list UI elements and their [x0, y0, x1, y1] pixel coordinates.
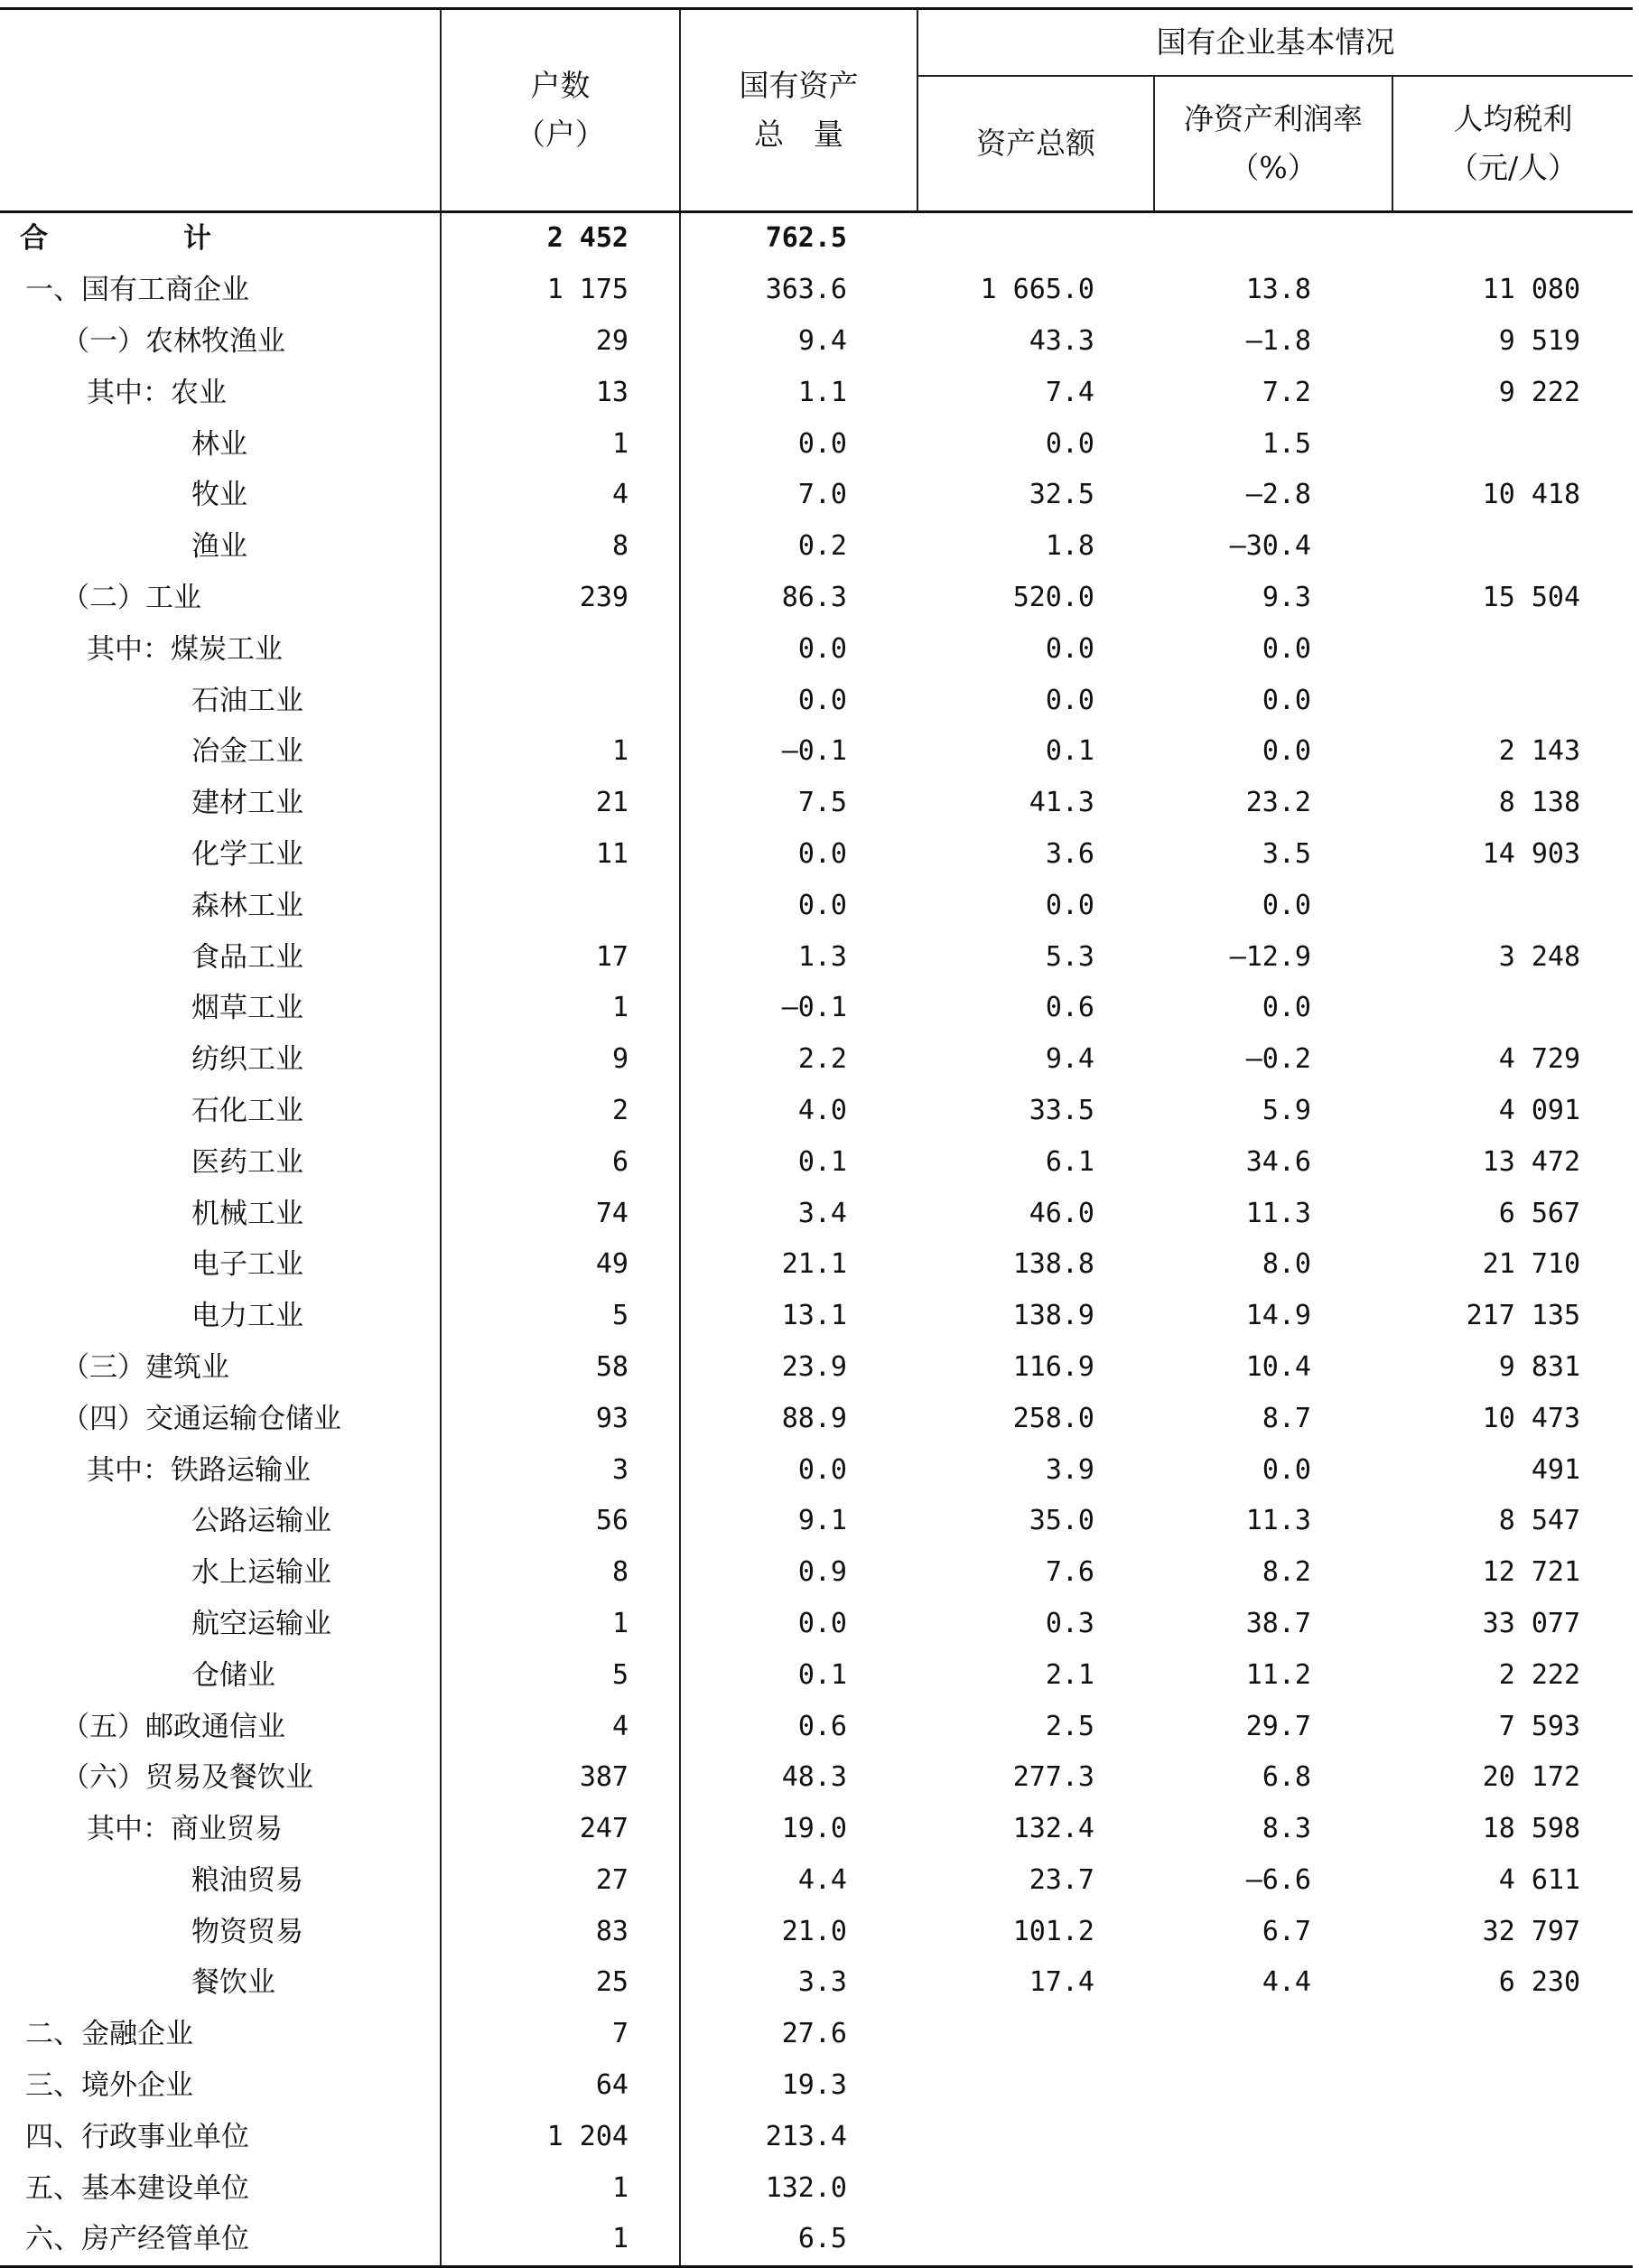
row-profit-rate: 0.0 [1262, 1453, 1311, 1486]
row-state-assets: 86.3 [680, 573, 917, 624]
table-body [0, 212, 1633, 2267]
row-total-assets: 23.7 [1029, 1863, 1094, 1896]
header-state-assets-line1: 国有资产 [739, 68, 859, 103]
row-label: 冶金工业 [191, 735, 303, 769]
row-households: 93 [441, 1393, 680, 1444]
row-tax-profit: 2 143 [1498, 735, 1581, 768]
row-tax-profit: 8 138 [1498, 787, 1581, 819]
row-total-assets: 1 665.0 [980, 274, 1094, 306]
row-households [441, 880, 680, 931]
row-state-assets: 88.9 [680, 1393, 917, 1444]
row-profit-rate: 11.2 [1245, 1658, 1311, 1691]
row-households: 21 [441, 778, 680, 829]
row-total-assets [917, 2214, 1154, 2266]
row-tax-profit: 11 080 [1482, 274, 1581, 306]
row-profit-rate: 8.3 [1262, 1813, 1311, 1845]
row-label: 林业 [191, 427, 247, 461]
row-households: 29 [441, 316, 680, 368]
row-total-assets: 2.5 [1045, 1710, 1094, 1742]
row-label: （二）工业 [61, 581, 201, 614]
row-tax-profit [1392, 880, 1633, 931]
row-label: （一）农林牧渔业 [61, 324, 285, 358]
row-profit-rate: 5.9 [1262, 1094, 1311, 1126]
row-households: 5 [441, 1649, 680, 1701]
header-state-assets [680, 9, 917, 212]
row-households: 247 [441, 1804, 680, 1855]
row-total-assets: 33.5 [1029, 1094, 1094, 1126]
state-assets-table [0, 7, 1633, 2268]
table-row [0, 1136, 1633, 1188]
header-profit-rate [1154, 76, 1392, 212]
row-total-assets: 3.9 [1045, 1453, 1094, 1486]
row-profit-rate: 10.4 [1245, 1350, 1311, 1383]
row-total-assets: 6.1 [1045, 1145, 1094, 1178]
header-profit-rate-title: 净资产利润率 [1184, 101, 1363, 136]
row-tax-profit: 8 547 [1498, 1505, 1581, 1537]
row-total-assets: 0.0 [1045, 684, 1094, 716]
row-households: 7 [441, 2009, 680, 2060]
row-households: 17 [441, 931, 680, 983]
row-tax-profit: 15 504 [1482, 581, 1581, 613]
row-state-assets: 0.1 [680, 1649, 917, 1701]
row-label: 粮油贸易 [191, 1863, 303, 1897]
table-row [0, 367, 1633, 418]
row-tax-profit: 33 077 [1482, 1607, 1581, 1639]
table-row [0, 521, 1633, 573]
row-profit-rate [1154, 2060, 1392, 2112]
row-total-assets: 138.9 [1012, 1300, 1094, 1332]
header-label-cell [0, 9, 441, 212]
row-tax-profit [1392, 2214, 1633, 2266]
row-state-assets: 23.9 [680, 1342, 917, 1394]
row-tax-profit: 2 222 [1498, 1658, 1581, 1691]
header-tax-profit-unit: （元/人） [1448, 150, 1578, 185]
row-label: 森林工业 [191, 889, 303, 922]
table-header [0, 9, 1633, 212]
row-label: 电力工业 [191, 1300, 303, 1333]
table-row [0, 983, 1633, 1034]
row-state-assets: 48.3 [680, 1752, 917, 1804]
header-households-title: 户数 [530, 68, 591, 103]
row-total-assets: 0.0 [1045, 427, 1094, 460]
row-label: 石化工业 [191, 1094, 303, 1127]
row-profit-rate: 11.3 [1245, 1197, 1311, 1229]
table-row [0, 931, 1633, 983]
table-row [0, 2162, 1633, 2214]
row-tax-profit: 10 473 [1482, 1402, 1581, 1434]
row-label: 其中：煤炭工业 [87, 632, 283, 666]
table-row [0, 1444, 1633, 1496]
header-households [441, 9, 680, 212]
row-profit-rate: 0.0 [1262, 684, 1311, 716]
table-row [0, 265, 1633, 316]
table-row [0, 1804, 1633, 1855]
total-label: 合 计 [20, 222, 211, 256]
row-households: 1 204 [441, 2111, 680, 2162]
row-households: 25 [441, 1957, 680, 2009]
table-row [0, 778, 1633, 829]
row-households: 4 [441, 1701, 680, 1752]
row-profit-rate: 7.2 [1262, 376, 1311, 408]
row-state-assets: 4.0 [680, 1086, 917, 1137]
table-row [0, 1855, 1633, 1907]
row-state-assets: 19.0 [680, 1804, 917, 1855]
row-total-assets: 132.4 [1012, 1813, 1094, 1845]
row-total-assets: 116.9 [1012, 1350, 1094, 1383]
row-tax-profit: 12 721 [1482, 1556, 1581, 1589]
table-row [0, 1342, 1633, 1394]
row-state-assets: 1.3 [680, 931, 917, 983]
row-households: 49 [441, 1239, 680, 1291]
table-row [0, 2009, 1633, 2060]
row-label: 四、行政事业单位 [25, 2120, 249, 2153]
row-households: 74 [441, 1188, 680, 1239]
row-profit-rate: 6.8 [1262, 1761, 1311, 1794]
row-households: 4 [441, 470, 680, 521]
total-tax-profit [1392, 212, 1633, 265]
row-state-assets: 21.1 [680, 1239, 917, 1291]
row-tax-profit [1392, 983, 1633, 1034]
row-tax-profit [1392, 521, 1633, 573]
row-label: 纺织工业 [191, 1043, 303, 1077]
row-total-assets: 0.0 [1045, 889, 1094, 921]
row-households: 1 [441, 983, 680, 1034]
row-label: 电子工业 [191, 1248, 303, 1282]
row-state-assets: —0.1 [680, 983, 917, 1034]
table-row [0, 829, 1633, 881]
row-profit-rate: 13.8 [1245, 274, 1311, 306]
total-profit-rate [1154, 212, 1392, 265]
row-tax-profit: 13 472 [1482, 1145, 1581, 1178]
row-profit-rate: 23.2 [1245, 787, 1311, 819]
row-total-assets [917, 2162, 1154, 2214]
row-total-assets: 0.0 [1045, 632, 1094, 665]
header-tax-profit-title: 人均税利 [1453, 101, 1573, 136]
row-households [441, 623, 680, 675]
row-profit-rate: 8.7 [1262, 1402, 1311, 1434]
row-tax-profit [1392, 2111, 1633, 2162]
row-profit-rate [1154, 2214, 1392, 2266]
row-state-assets: 0.2 [680, 521, 917, 573]
row-profit-rate: 14.9 [1245, 1300, 1311, 1332]
header-tax-profit [1392, 76, 1633, 212]
row-total-assets: 35.0 [1029, 1505, 1094, 1537]
row-profit-rate: —1.8 [1245, 324, 1311, 357]
row-total-assets: 46.0 [1029, 1197, 1094, 1229]
row-total-assets: 1.8 [1045, 530, 1094, 563]
header-households-unit: （户） [516, 117, 605, 152]
row-label: 一、国有工商企业 [25, 274, 249, 307]
row-state-assets: 4.4 [680, 1855, 917, 1907]
row-label: 食品工业 [191, 940, 303, 974]
row-state-assets: 21.0 [680, 1906, 917, 1957]
row-tax-profit: 20 172 [1482, 1761, 1581, 1794]
row-label: 其中：铁路运输业 [87, 1453, 311, 1487]
row-label: 二、金融企业 [25, 2018, 193, 2051]
row-profit-rate: 0.0 [1262, 992, 1311, 1024]
row-label: 化学工业 [191, 837, 303, 871]
row-label: 公路运输业 [191, 1505, 331, 1538]
row-total-assets: 5.3 [1045, 940, 1094, 973]
table-row [0, 1291, 1633, 1342]
row-total-assets: 2.1 [1045, 1658, 1094, 1691]
row-tax-profit: 491 [1531, 1453, 1581, 1486]
row-total-assets: 0.1 [1045, 735, 1094, 768]
row-label: 其中：农业 [87, 376, 227, 409]
row-state-assets: 0.9 [680, 1547, 917, 1599]
table-row [0, 880, 1633, 931]
row-households: 1 [441, 2214, 680, 2266]
row-profit-rate: —12.9 [1229, 940, 1311, 973]
row-label: 石油工业 [191, 684, 303, 717]
row-state-assets: 3.4 [680, 1188, 917, 1239]
row-households: 1 [441, 726, 680, 778]
row-state-assets: 213.4 [680, 2111, 917, 2162]
row-tax-profit: 9 519 [1498, 324, 1581, 357]
row-state-assets: 0.0 [680, 1599, 917, 1650]
row-profit-rate: 11.3 [1245, 1505, 1311, 1537]
table-row [0, 2214, 1633, 2266]
row-households: 13 [441, 367, 680, 418]
row-label: （五）邮政通信业 [61, 1710, 285, 1743]
total-state-assets: 762.5 [680, 212, 917, 265]
row-households: 387 [441, 1752, 680, 1804]
row-tax-profit [1392, 675, 1633, 726]
row-state-assets: 1.1 [680, 367, 917, 418]
row-tax-profit [1392, 2162, 1633, 2214]
row-state-assets: 0.0 [680, 418, 917, 470]
row-households: 1 175 [441, 265, 680, 316]
row-tax-profit: 14 903 [1482, 837, 1581, 870]
row-label: 航空运输业 [191, 1607, 331, 1640]
row-total-assets: 7.6 [1045, 1556, 1094, 1589]
table-row [0, 1752, 1633, 1804]
row-tax-profit: 7 593 [1498, 1710, 1581, 1742]
row-total-assets: 17.4 [1029, 1966, 1094, 1999]
table-row [0, 623, 1633, 675]
row-tax-profit: 3 248 [1498, 940, 1581, 973]
row-tax-profit: 4 611 [1498, 1863, 1581, 1896]
table-row [0, 2060, 1633, 2112]
row-profit-rate: 0.0 [1262, 632, 1311, 665]
row-label: 六、房产经管单位 [0, 2214, 441, 2266]
row-households: 1 [441, 2162, 680, 2214]
row-state-assets: 363.6 [680, 265, 917, 316]
row-profit-rate: 1.5 [1262, 427, 1311, 460]
row-profit-rate: 29.7 [1245, 1710, 1311, 1742]
row-tax-profit [1392, 2009, 1633, 2060]
table-row [0, 1086, 1633, 1137]
row-state-assets: 0.1 [680, 1136, 917, 1188]
row-tax-profit: 10 418 [1482, 479, 1581, 511]
row-profit-rate: —6.6 [1245, 1863, 1311, 1896]
row-state-assets: 132.0 [680, 2162, 917, 2214]
table-row [0, 470, 1633, 521]
row-tax-profit: 6 567 [1498, 1197, 1581, 1229]
row-state-assets: 27.6 [680, 2009, 917, 2060]
row-total-assets: 32.5 [1029, 479, 1094, 511]
row-households: 9 [441, 1034, 680, 1086]
row-tax-profit: 4 091 [1498, 1094, 1581, 1126]
row-label: 物资贸易 [191, 1915, 303, 1948]
row-label: 其中：商业贸易 [87, 1813, 283, 1846]
row-profit-rate: 38.7 [1245, 1607, 1311, 1639]
row-tax-profit: 21 710 [1482, 1248, 1581, 1281]
row-label: （六）贸易及餐饮业 [61, 1761, 313, 1795]
row-tax-profit [1392, 418, 1633, 470]
row-label: 餐饮业 [191, 1966, 275, 2000]
row-profit-rate [1154, 2009, 1392, 2060]
row-tax-profit [1392, 623, 1633, 675]
row-state-assets: 7.5 [680, 778, 917, 829]
row-state-assets: 7.0 [680, 470, 917, 521]
row-total-assets: 7.4 [1045, 376, 1094, 408]
row-profit-rate: 6.7 [1262, 1915, 1311, 1947]
row-tax-profit: 18 598 [1482, 1813, 1581, 1845]
row-profit-rate: 4.4 [1262, 1966, 1311, 1999]
table-row [0, 1496, 1633, 1547]
header-state-assets-line2: 总 量 [754, 117, 843, 152]
table-row [0, 1188, 1633, 1239]
row-label: 牧业 [191, 479, 247, 512]
row-households: 1 [441, 1599, 680, 1650]
row-total-assets: 9.4 [1045, 1043, 1094, 1076]
row-households: 27 [441, 1855, 680, 1907]
row-households: 1 [441, 418, 680, 470]
header-total-assets-title: 资产总额 [976, 126, 1095, 161]
row-tax-profit: 32 797 [1482, 1915, 1581, 1947]
row-households: 11 [441, 829, 680, 881]
row-tax-profit: 9 831 [1498, 1350, 1581, 1383]
row-tax-profit [1392, 2060, 1633, 2112]
row-profit-rate: 8.2 [1262, 1556, 1311, 1589]
table-row [0, 1649, 1633, 1701]
row-households: 8 [441, 1547, 680, 1599]
row-profit-rate: —2.8 [1245, 479, 1311, 511]
row-total-assets: 0.3 [1045, 1607, 1094, 1639]
row-profit-rate [1154, 2162, 1392, 2214]
row-profit-rate: 0.0 [1262, 889, 1311, 921]
row-state-assets: —0.1 [680, 726, 917, 778]
row-state-assets: 19.3 [680, 2060, 917, 2112]
row-total-assets: 277.3 [1012, 1761, 1094, 1794]
row-households: 3 [441, 1444, 680, 1496]
table-row [0, 1547, 1633, 1599]
row-state-assets: 0.0 [680, 675, 917, 726]
row-total-assets: 3.6 [1045, 837, 1094, 870]
header-total-assets [917, 76, 1154, 212]
table-row [0, 1034, 1633, 1086]
row-total-assets [917, 2060, 1154, 2112]
row-profit-rate: 8.0 [1262, 1248, 1311, 1281]
row-label: （三）建筑业 [61, 1350, 229, 1384]
row-state-assets: 0.0 [680, 829, 917, 881]
header-profit-rate-unit: （%） [1229, 150, 1318, 185]
total-row [0, 212, 1633, 265]
table-row [0, 726, 1633, 778]
row-state-assets: 3.3 [680, 1957, 917, 2009]
row-total-assets: 43.3 [1029, 324, 1094, 357]
row-tax-profit: 6 230 [1498, 1966, 1581, 1999]
row-state-assets: 0.0 [680, 623, 917, 675]
row-state-assets: 9.4 [680, 316, 917, 368]
row-state-assets: 0.6 [680, 1701, 917, 1752]
table-row [0, 675, 1633, 726]
row-profit-rate: 3.5 [1262, 837, 1311, 870]
table-row [0, 1393, 1633, 1444]
row-total-assets [917, 2009, 1154, 2060]
row-label: 医药工业 [191, 1145, 303, 1179]
total-total-assets [917, 212, 1154, 265]
row-households: 2 [441, 1086, 680, 1137]
row-state-assets: 9.1 [680, 1496, 917, 1547]
row-profit-rate: —0.2 [1245, 1043, 1311, 1076]
row-label: 三、境外企业 [25, 2069, 193, 2103]
row-label: 建材工业 [191, 787, 303, 820]
row-tax-profit: 4 729 [1498, 1043, 1581, 1076]
row-profit-rate: —30.4 [1229, 530, 1311, 563]
row-tax-profit: 9 222 [1498, 376, 1581, 408]
row-households [441, 675, 680, 726]
row-tax-profit: 217 135 [1466, 1300, 1581, 1332]
row-households: 58 [441, 1342, 680, 1394]
row-total-assets: 41.3 [1029, 787, 1094, 819]
row-households: 83 [441, 1906, 680, 1957]
header-group-title: 国有企业基本情况 [917, 9, 1633, 77]
row-households: 8 [441, 521, 680, 573]
row-households: 5 [441, 1291, 680, 1342]
row-label: 烟草工业 [191, 992, 303, 1025]
row-households: 6 [441, 1136, 680, 1188]
row-total-assets: 101.2 [1012, 1915, 1094, 1947]
row-label: （四）交通运输仓储业 [61, 1402, 341, 1435]
total-households: 2 452 [441, 212, 680, 265]
table-row [0, 1239, 1633, 1291]
row-state-assets: 13.1 [680, 1291, 917, 1342]
row-total-assets: 138.8 [1012, 1248, 1094, 1281]
table-row [0, 1957, 1633, 2009]
row-total-assets: 258.0 [1012, 1402, 1094, 1434]
row-state-assets: 6.5 [680, 2214, 917, 2266]
table-row [0, 1701, 1633, 1752]
row-label: 渔业 [191, 530, 247, 564]
row-profit-rate: 34.6 [1245, 1145, 1311, 1178]
row-total-assets: 520.0 [1012, 581, 1094, 613]
table-row [0, 316, 1633, 368]
row-total-assets: 0.6 [1045, 992, 1094, 1024]
row-state-assets: 0.0 [680, 1444, 917, 1496]
row-households: 64 [441, 2060, 680, 2112]
row-households: 239 [441, 573, 680, 624]
row-households: 56 [441, 1496, 680, 1547]
table-row [0, 2111, 1633, 2162]
row-state-assets: 2.2 [680, 1034, 917, 1086]
table-row [0, 1906, 1633, 1957]
row-profit-rate: 0.0 [1262, 735, 1311, 768]
row-label: 仓储业 [191, 1658, 275, 1692]
row-label: 水上运输业 [191, 1556, 331, 1590]
table-row [0, 573, 1633, 624]
row-state-assets: 0.0 [680, 880, 917, 931]
table-row [0, 418, 1633, 470]
row-total-assets [917, 2111, 1154, 2162]
row-label: 五、基本建设单位 [25, 2171, 249, 2205]
row-profit-rate: 9.3 [1262, 581, 1311, 613]
table-row [0, 1599, 1633, 1650]
row-profit-rate [1154, 2111, 1392, 2162]
row-label: 机械工业 [191, 1197, 303, 1230]
